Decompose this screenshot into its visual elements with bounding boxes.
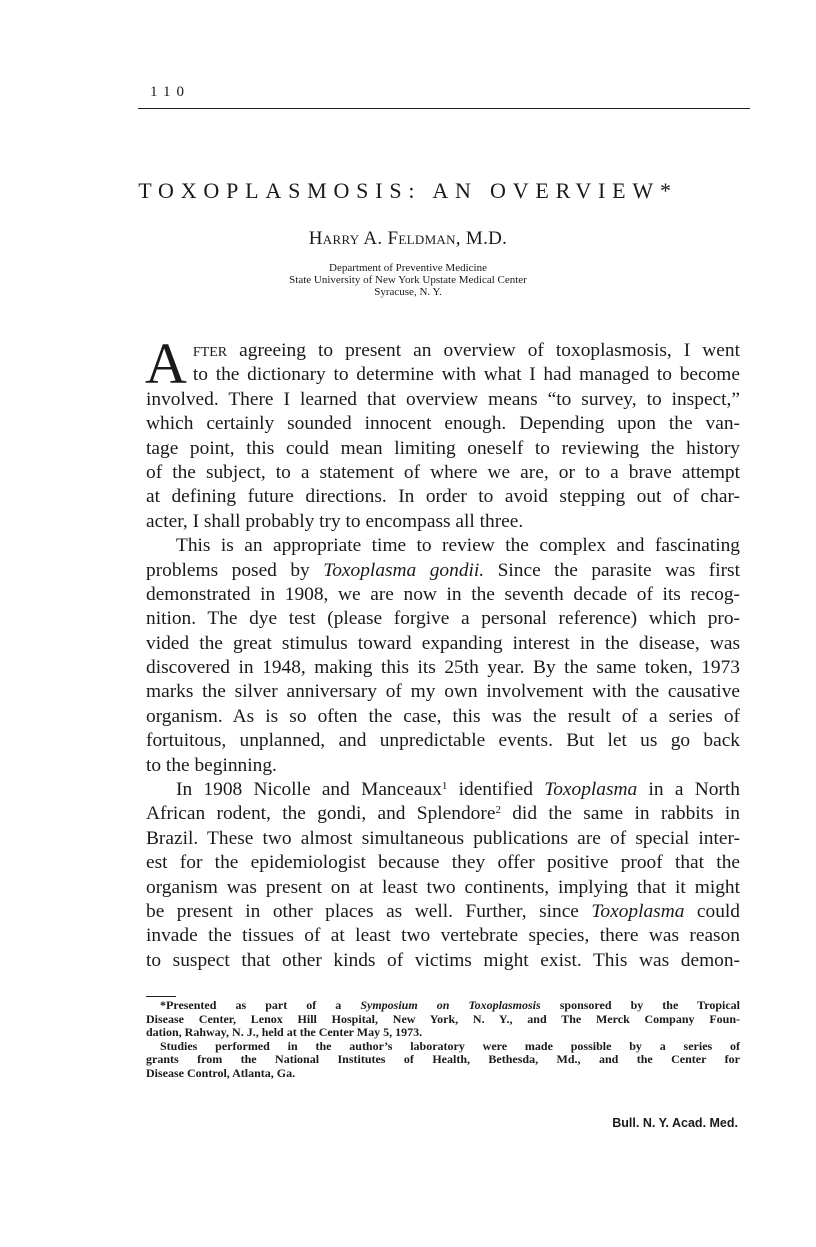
text-run: could (684, 900, 740, 922)
text-line: vided the great stimulus toward expanding interest in the disease, was (146, 632, 740, 654)
paragraph-1 (145, 331, 740, 534)
text-line: to the dictionary to determine with what I had managed to become (192, 364, 740, 386)
footnote-rule (146, 996, 176, 997)
text-run: African rodent, the gondi, and Splendore (146, 803, 496, 825)
text-line: demonstrated in 1908, we are now in the seventh decade of its recog- (146, 583, 740, 605)
journal-citation: Bull. N. Y. Acad. Med. (612, 1116, 738, 1130)
text-line: Brazil. These two almost simultaneous publications are of special inter- (146, 827, 740, 849)
text-line: discovered in 1948, making this its 25th year. By the same token, 1973 (146, 657, 740, 679)
text-line: of the subject, to a statement of where we are, or to a brave attempt (146, 461, 740, 483)
text-line: involved. There I learned that overview means “to survey, to inspect,” (146, 388, 740, 410)
paragraph-2 (146, 534, 740, 778)
text-line: organism was present on at least two continents, implying that it might (146, 876, 740, 898)
text-line: which certainly sounded innocent enough. Depending upon the van- (146, 413, 740, 435)
footnote-line: Disease Center, Lenox Hill Hospital, New York, N. Y., and The Merck Company Foun- (146, 1011, 740, 1026)
text-run: problems posed by (146, 559, 324, 581)
text-line: acter, I shall probably try to encompass all three. (146, 510, 524, 532)
italic-symposium-title: Symposium on Toxoplasmosis (360, 998, 541, 1012)
paragraph-3 (146, 778, 740, 973)
italic-genus-name: Toxoplasma (544, 779, 638, 801)
text-run: did the same in rabbits in (500, 803, 740, 825)
citation-ref-1: 1 (441, 780, 448, 793)
article-title: TOXOPLASMOSIS: AN OVERVIEW* (138, 178, 678, 203)
author-name: Harry A. Feldman, M.D. (308, 228, 508, 249)
italic-species-name: Toxoplasma gondii. (323, 559, 485, 581)
footnotes (146, 999, 740, 1080)
italic-genus-name: Toxoplasma (591, 900, 685, 922)
text-line: tage point, this could mean limiting oneself to reviewing the history (146, 437, 740, 459)
footnote-line: Studies performed in the author’s laboratory were made possible by a series of (160, 1038, 740, 1053)
text-run: sponsored by the Tropical (540, 998, 741, 1012)
text-line: nition. The dye test (please forgive a personal reference) which pro- (146, 608, 740, 630)
text-line: to the beginning. (146, 754, 277, 776)
text-run: Since the parasite was first (484, 559, 740, 581)
text-run: be present in other places as well. Further, since (146, 900, 592, 922)
page-number: 110 (150, 84, 190, 100)
text-run: identified (447, 779, 545, 801)
small-caps-word: fter (192, 340, 228, 361)
text-line: at defining future directions. In order to avoid stepping out of char- (146, 486, 740, 508)
text-line: invade the tissues of at least two vertebrate species, there was reason (146, 925, 740, 947)
footnote-line (146, 999, 740, 1013)
affiliation-department: Department of Preventive Medicine (329, 262, 487, 274)
text-line (146, 802, 740, 826)
text-line: to suspect that other kinds of victims might exist. This was demon- (146, 949, 740, 971)
affiliation-institution: State University of New York Upstate Medical Center (289, 274, 527, 286)
article-body (145, 331, 740, 973)
drop-cap: A (145, 331, 187, 396)
text-run: in a North (637, 779, 740, 801)
footnote-line: grants from the National Institutes of Health, Bethesda, Md., and the Center for (146, 1052, 740, 1066)
text-run: *Presented as part of a (160, 998, 361, 1012)
footnote-line: dation, Rahway, N. J., held at the Center May 5, 1973. (146, 1025, 423, 1039)
header-rule (138, 108, 750, 109)
text-line (146, 900, 740, 924)
text-line (146, 559, 740, 583)
text-line (146, 339, 740, 363)
citation-ref-2: 2 (495, 804, 501, 817)
text-run: agreeing to present an overview of toxoplasmosis, I went (227, 340, 740, 361)
text-line (146, 778, 740, 802)
text-line: organism. As is so often the case, this was the result of a series of (146, 705, 740, 727)
text-line: est for the epidemiologist because they offer positive proof that the (146, 852, 740, 874)
footnote-line: Disease Control, Atlanta, Ga. (146, 1065, 296, 1080)
text-line: fortuitous, unplanned, and unpredictable events. But let us go back (146, 730, 740, 752)
text-line: This is an appropriate time to review the complex and fascinating (176, 535, 740, 557)
text-line: marks the silver anniversary of my own involvement with the causative (146, 681, 740, 703)
affiliation-location: Syracuse, N. Y. (374, 286, 442, 298)
text-run: In 1908 Nicolle and Manceaux (176, 779, 442, 801)
